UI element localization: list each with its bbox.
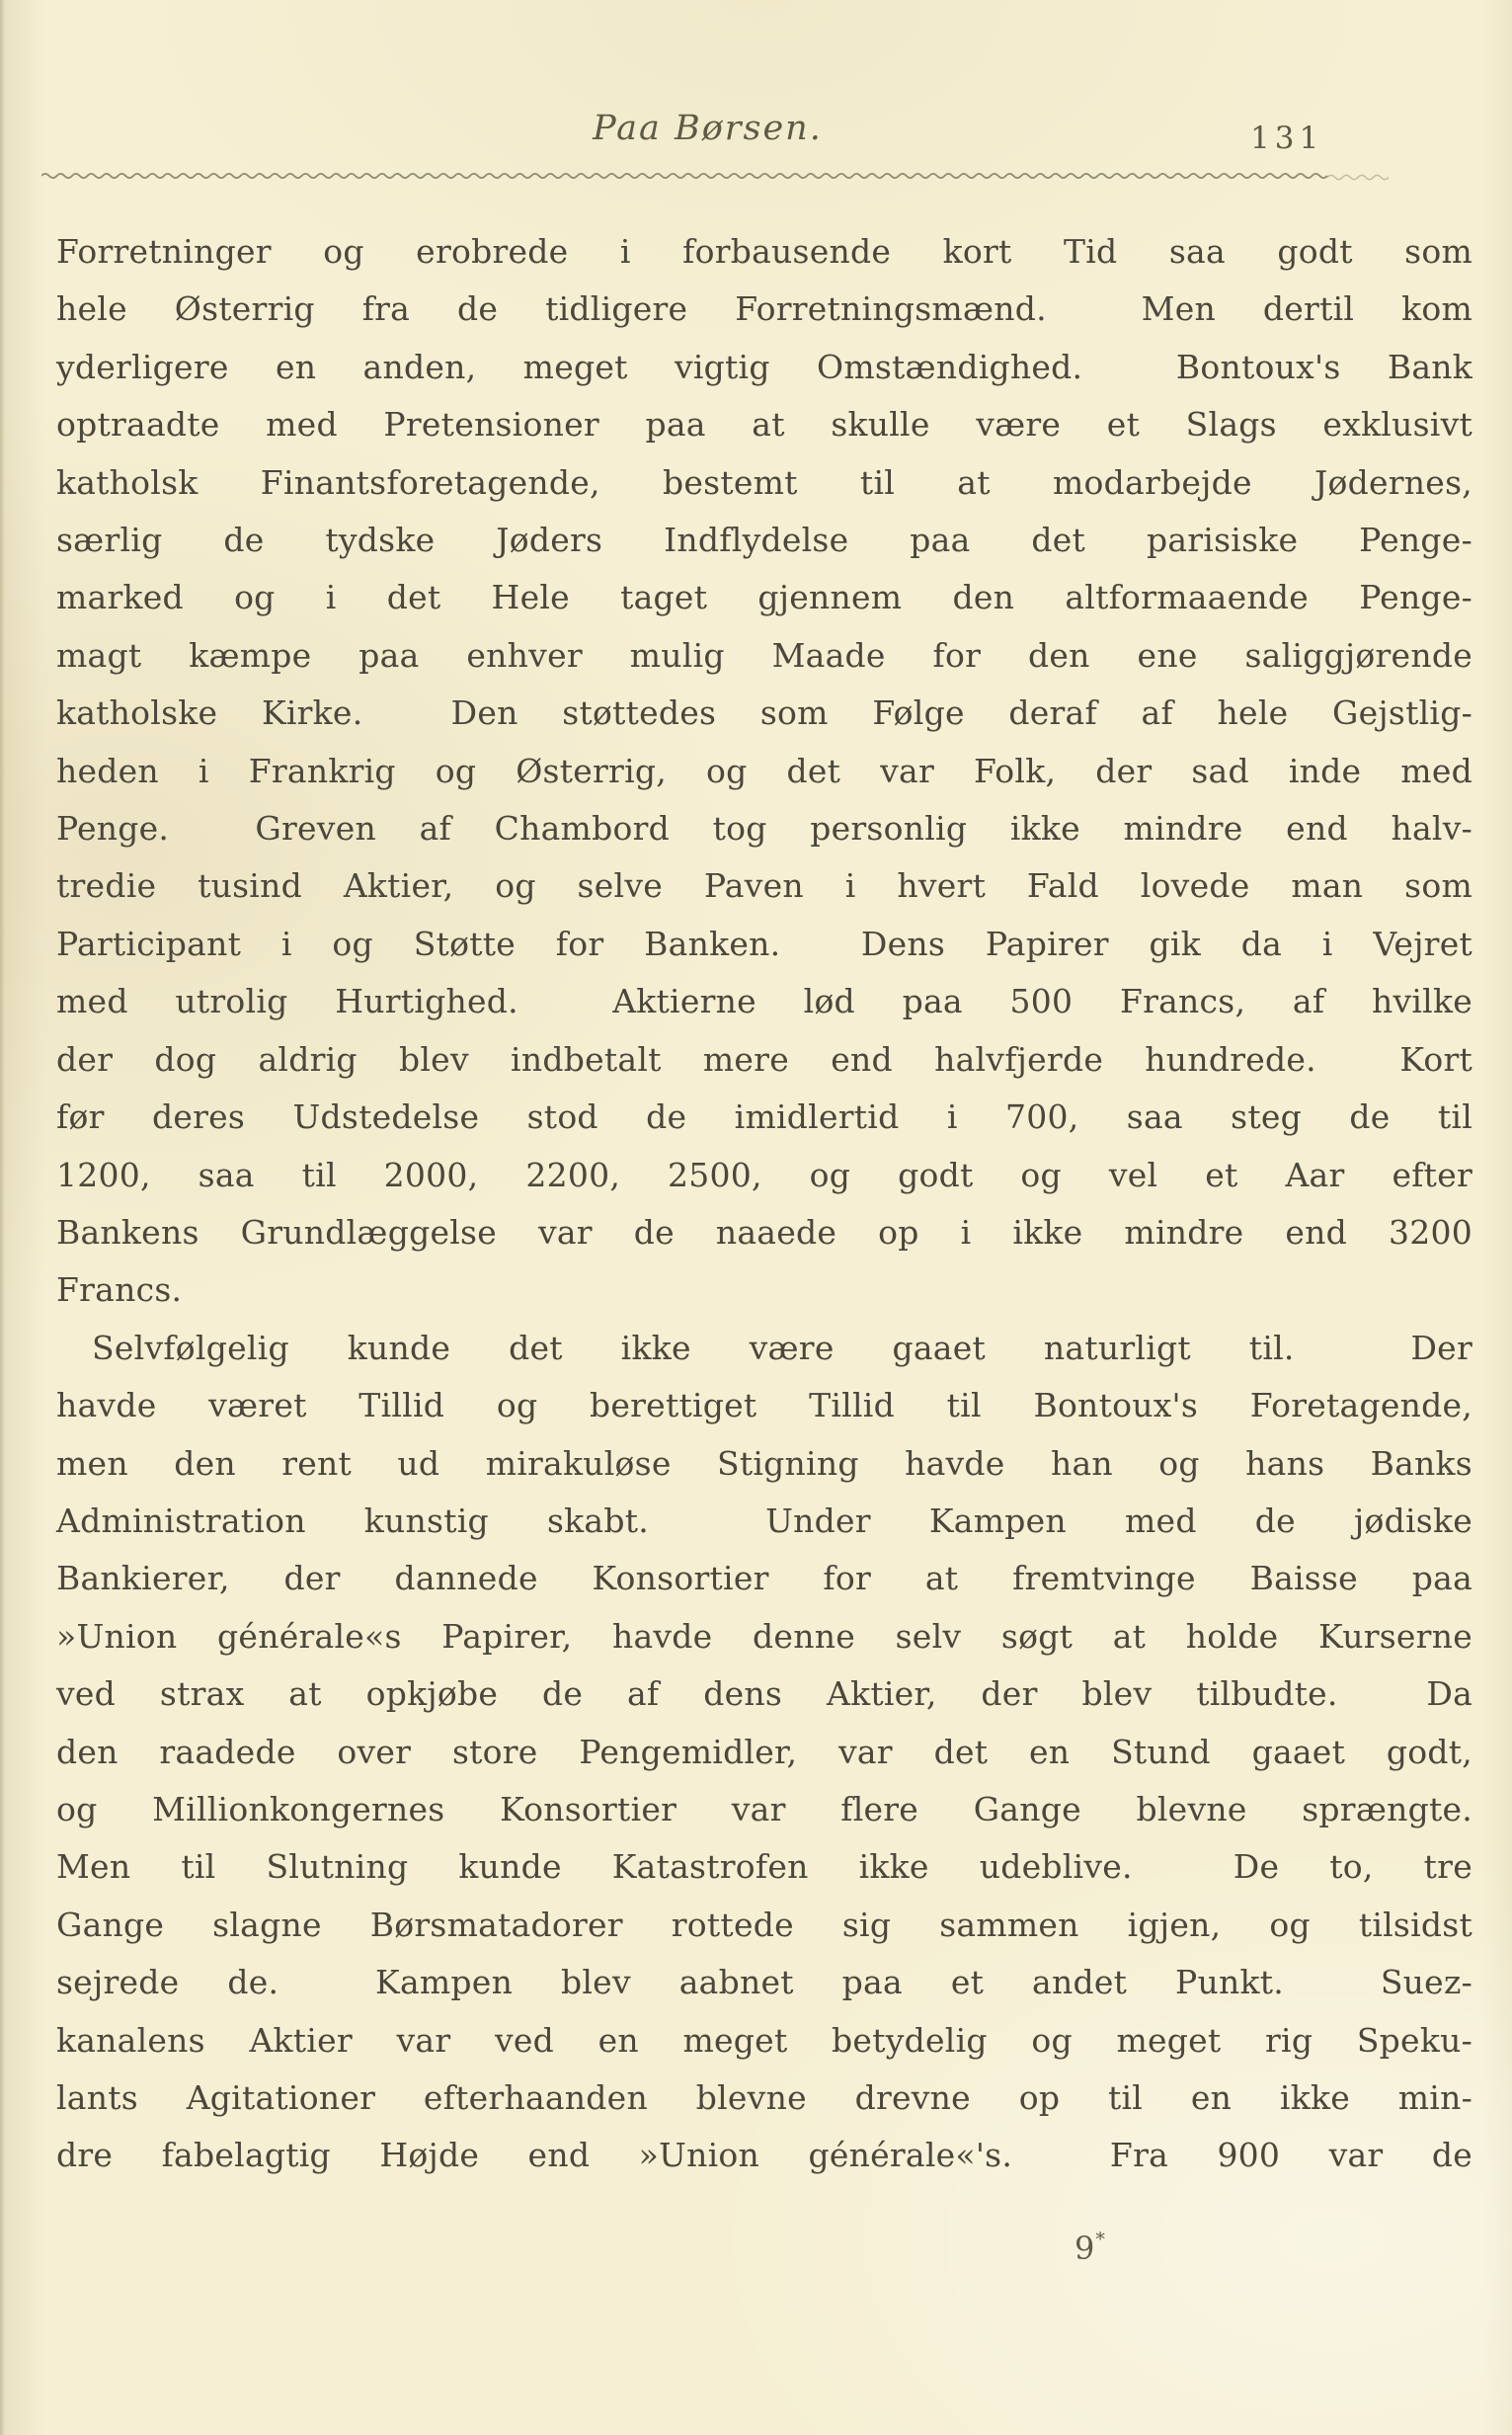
text-line: havde været Tillid og berettiget Tillid til Bontoux's Foretagende,: [56, 1386, 1472, 1425]
wavy-divider-rule: [41, 170, 1434, 184]
running-head: Paa Børsen.: [593, 109, 823, 148]
text-line: 1200, saa til 2000, 2200, 2500, og godt og vel et Aar efter: [56, 1155, 1472, 1194]
text-line: »Union générale«s Papirer, havde denne selv søgt at holde Kurserne: [56, 1616, 1472, 1656]
text-line: optraadte med Pretensioner paa at skulle være et Slags exklusivt: [56, 405, 1472, 445]
text-line: Men til Slutning kunde Katastrofen ikke udeblive. De to, tre: [56, 1847, 1472, 1887]
text-line: lants Agitationer efterhaanden blevne drevne op til en ikke min-: [56, 2078, 1472, 2117]
text-line: ved strax at opkjøbe de af dens Aktier, der blev tilbudte. Da: [56, 1674, 1472, 1714]
signature-star: *: [1095, 2229, 1105, 2250]
text-line: Selvfølgelig kunde det ikke være gaaet naturligt til. Der: [92, 1328, 1472, 1367]
text-line: Penge. Greven af Chambord tog personlig ikke mindre end halv-: [56, 809, 1472, 849]
text-line: katholsk Finantsforetagende, bestemt til at modarbejde Jødernes,: [56, 462, 1472, 502]
text-line: Administration kunstig skabt. Under Kampen med de jødiske: [56, 1501, 1472, 1540]
signature-mark: [1074, 2229, 1105, 2267]
text-line: Bankens Grundlæggelse var de naaede op i ikke mindre end 3200: [56, 1212, 1472, 1252]
text-line: yderligere en anden, meget vigtig Omstændighed. Bontoux's Bank: [56, 347, 1472, 386]
text-line: Gange slagne Børsmatadorer rottede sig sammen igjen, og tilsidst: [56, 1905, 1472, 1944]
text-line: heden i Frankrig og Østerrig, og det var Folk, der sad inde med: [56, 751, 1472, 790]
text-line: den raadede over store Pengemidler, var det en Stund gaaet godt,: [56, 1732, 1472, 1771]
text-line: og Millionkongernes Konsortier var flere Gange blevne sprængte.: [56, 1789, 1472, 1828]
text-line: der dog aldrig blev indbetalt mere end halvfjerde hundrede. Kort: [56, 1039, 1472, 1079]
text-line: Forretninger og erobrede i forbausende kort Tid saa godt som: [56, 232, 1472, 271]
text-line: Bankierer, der dannede Konsortier for at fremtvinge Baisse paa: [56, 1559, 1472, 1598]
text-line: katholske Kirke. Den støttedes som Følge deraf af hele Gejstlig-: [56, 693, 1472, 733]
body-text: [56, 223, 1472, 2185]
text-line: Participant i og Støtte for Banken. Dens Papirer gik da i Vejret: [56, 924, 1472, 963]
text-line: før deres Udstedelse stod de imidlertid i 700, saa steg de til: [56, 1097, 1472, 1137]
text-line: marked og i det Hele taget gjennem den altformaaende Penge-: [56, 578, 1472, 617]
text-line: magt kæmpe paa enhver mulig Maade for den ene saliggjørende: [56, 635, 1472, 675]
text-line: men den rent ud mirakuløse Stigning havde han og hans Banks: [56, 1443, 1472, 1483]
text-line: særlig de tydske Jøders Indflydelse paa det parisiske Penge-: [56, 521, 1472, 560]
text-line: kanalens Aktier var ved en meget betydelig og meget rig Speku-: [56, 2020, 1472, 2060]
signature-number: 9: [1074, 2230, 1095, 2267]
text-line: tredie tusind Aktier, og selve Paven i hvert Fald lovede man som: [56, 866, 1472, 906]
text-line: Francs.: [56, 1270, 183, 1310]
text-line: dre fabelagtig Højde end »Union générale«'s. Fra 900 var de: [56, 2136, 1472, 2175]
text-line: hele Østerrig fra de tidligere Forretningsmænd. Men dertil kom: [56, 289, 1472, 329]
text-line: med utrolig Hurtighed. Aktierne lød paa 500 Francs, af hvilke: [56, 982, 1472, 1021]
text-line: sejrede de. Kampen blev aabnet paa et andet Punkt. Suez-: [56, 1963, 1472, 2002]
page-number: 131: [1250, 121, 1324, 156]
